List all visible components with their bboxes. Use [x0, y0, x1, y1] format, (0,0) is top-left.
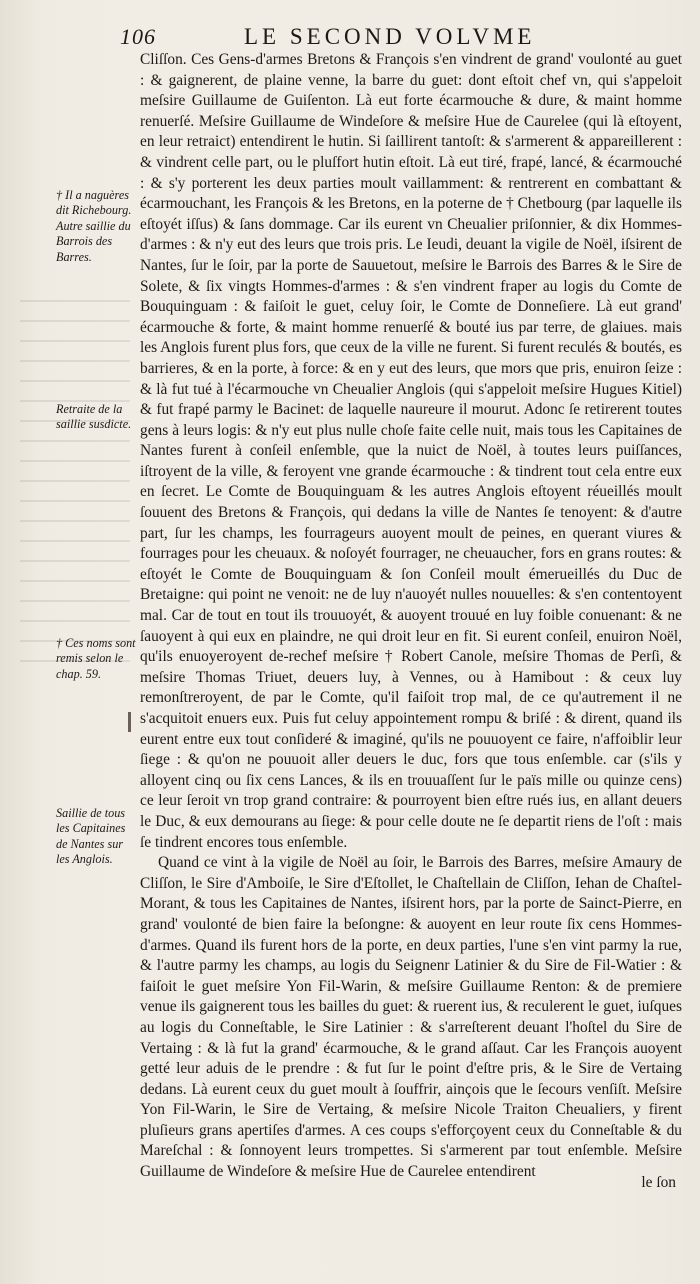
page-number: 106 [120, 24, 156, 49]
margin-note-retraite: Retraite de la saillie susdicte. [56, 402, 132, 432]
page-header [120, 24, 690, 50]
catchword: le ſon [641, 1174, 676, 1191]
main-text-block [140, 50, 682, 1183]
running-title: LE SECOND VOLVME [244, 24, 536, 49]
gutter-mark [128, 720, 131, 732]
body-paragraph-1: Cliſſon. Ces Gens-d'armes Bretons & François s'en vindrent de grand' voulonté au guet : & gaignerent, de plaine venne, la barre du guet: dont eſtoit chef vn, qui s'appeloit meſsire Guillaume de Guiſenton. Là eut forte écarmouche & dure, & maint homme renuerſé. Meſsire Guillaume de Windeſore & meſsire Hue de Caurelee (qui là eſtoyent, en leur retraict) entendirent le hutin. Si ſaillirent tantoſt: & s'armerent & appareillerent : & vindrent celle part, ou le pluſfort hutin eſtoit. Là eut tiré, frapé, lancé, & écarmouché : & s'y porterent les deux parties moult vaillamment: & rentrerent en combattant & écarmouchant, les François & les Bretons, en la poterne de † Chetbourg (par laquelle ils eſtoyét iſſus) & ſans dommage. Car ils eurent vn Cheualier priſonnier, & dix Hommes-d'armes : & n'y eut des leurs que trois pris. Le Ieudi, deuant la vigile de Noël, iſsirent de Nantes, ſur le ſoir, par la porte de Sauuetout, meſsire le Barrois des Barres & le Sire de Solete, & ſix vingts Hommes-d'armes : & s'en vindrent fraper au logis du Comte de Bouquinguam : & faiſoit le guet, celuy ſoir, le Comte de Donneſiere. Là eut grand' écarmouche & forte, & maint homme renuerſé & bouté ius par terre, de glaiues. mais les Anglois furent plus fors, que ceux de la ville ne furent. Si furent reculés & boutés, es barrieres, & en la porte, à force: & en y eut des leurs, que mors que pris, enuiron ſeize : & là fut tué à l'écarmouche vn Cheualier Anglois (qui s'appeloit meſsire Hugues Kitiel) & fut frapé parmy le Bacinet: de laquelle naureure il mourut. Adonc ſe retirerent toutes gens à leurs logis: & n'y eut plus nulle choſe faite celle nuit, mais tous les Capitaines de Nantes furent à conſeil enſemble, que la nuict de Noël, à toutes leurs puiſſances, iſtroyent de la ville, & feroyent vne grande écarmouche : & tindrent tout cela entre eux en ſecret. Le Comte de Bouquinguam & les autres Anglois eſtoyent réueillés moult ſouuent des Bretons & François, qui dedans la ville de Nantes ſe tenoyent: & d'autre part, ſur les champs, les fourrageurs auoyent moult de peines, en querant viures & fourrages pour les cheuaux. & noſoyét fourrager, ne cheuaucher, fors en grans routes: & eſtoyét le Comte de Bouquinguam & ſon Conſeil moult émerueillés du Duc de Bretaigne: qui point ne venoit: ne de luy n'auoyét nulles nouuelles: & s'en contentoyent mal. Car de tout en tout ils trouuoyét, & auoyent trouué en luy foible conuenant: & ne ſauoyent à qui eux en plaindre, ne qui droit leur en fit. Si eurent conſeil, enuiron Noël, qu'ils enuoyeroyent de-rechef meſsire † Robert Canole, meſsire Thomas de Perſi, & meſsire Thomas Triuet, deuers luy, à Vennes, ou à Hamibout : & ceux luy remonſtreroyent, de par le Comte, qu'il faiſoit trop mal, de ce qu'autrement il ne s'acquitoit enuers eux. Puis fut celuy appointement rompu & briſé : & dirent, quand ils eurent entre eux tout conſideré & imaginé, qu'ils ne pouuoyent ce faire, n'affoiblir leur ſiege : & qu'on ne pouuoit aller deuers le duc, fors que tous enſemble. car (s'ils y alloyent cinq ou ſix cens Lances, & ils en trouuaſſent ſur le païs mille ou quinze cens) ce leur ſeroit vn trop grand contraire: & pourroyent bien eſtre rués ius, en allant deuers le Duc, & eux demourans au ſiege: & pour celle doute ne ſe departit riens de l'oſt : mais ſe tindrent encores tous enſemble. [140, 51, 682, 851]
margin-note-richebourg: † Il a naguères dit Richebourg. Autre saillie du Barrois des Barres. [56, 188, 132, 264]
body-paragraph-2: Quand ce vint à la vigile de Noël au ſoir, le Barrois des Barres, meſsire Amaury de Cliſſon, le Sire d'Amboiſe, le Sire d'Eſtollet, le Chaſtellain de Cliſſon, Iehan de Chaſtel-Morant, & tous les Capitaines de Nantes, iſsirent hors, par la porte de Sainct-Pierre, en grand' voulonté de bien faire la beſongne: & auoyent en leur route ſix cens Hommes-d'armes. Quand ils furent hors de la porte, en deux parties, l'une s'en vint parmy la rue, & l'autre parmy les champs, au logis du Seignenr Latinier & du Sire de Fil-Watier : & faiſoit le guet meſsire Yon Fil-Warin, & meſsire Guillaume Renton: & de premiere venue ils gaignerent tous les bailles du guet: & ruerent ius, & reculerent le guet, iuſques au logis du Conneſtable, le Sire Latinier : & s'arreſterent deuant l'hoſtel du Sire de Vertaing : & là fut la grand' écarmouche, & le grand aſſaut. Car les François auoyent getté leur aduis de le prendre : & fut ſur le point d'eſtre pris, & le Sire de Vertaing dedans. Là eurent ceux du guet moult à ſouffrir, ainçois que le ſecours venſiſt. Meſsire Yon Fil-Warin, le Sire de Vertaing, & meſsire Nicole Traiton Cheualiers, y firent pluſieurs grans apertiſes d'armes. A ces coups s'efforçoyent ceux du Conneſtable & du Mareſchal : & ſonnoyent leurs trompettes. Si s'armerent par tout enſemble. Meſsire Guillaume de Windeſore & meſsire Hue de Caurelee entendirent [140, 854, 682, 1181]
margin-note-saillie: Saillie de tous les Capitaines de Nantes sur les Anglois. [56, 806, 126, 867]
show-through-shadow [20, 300, 130, 680]
margin-note-noms: † Ces noms sont remis selon le chap. 59. [56, 636, 136, 681]
